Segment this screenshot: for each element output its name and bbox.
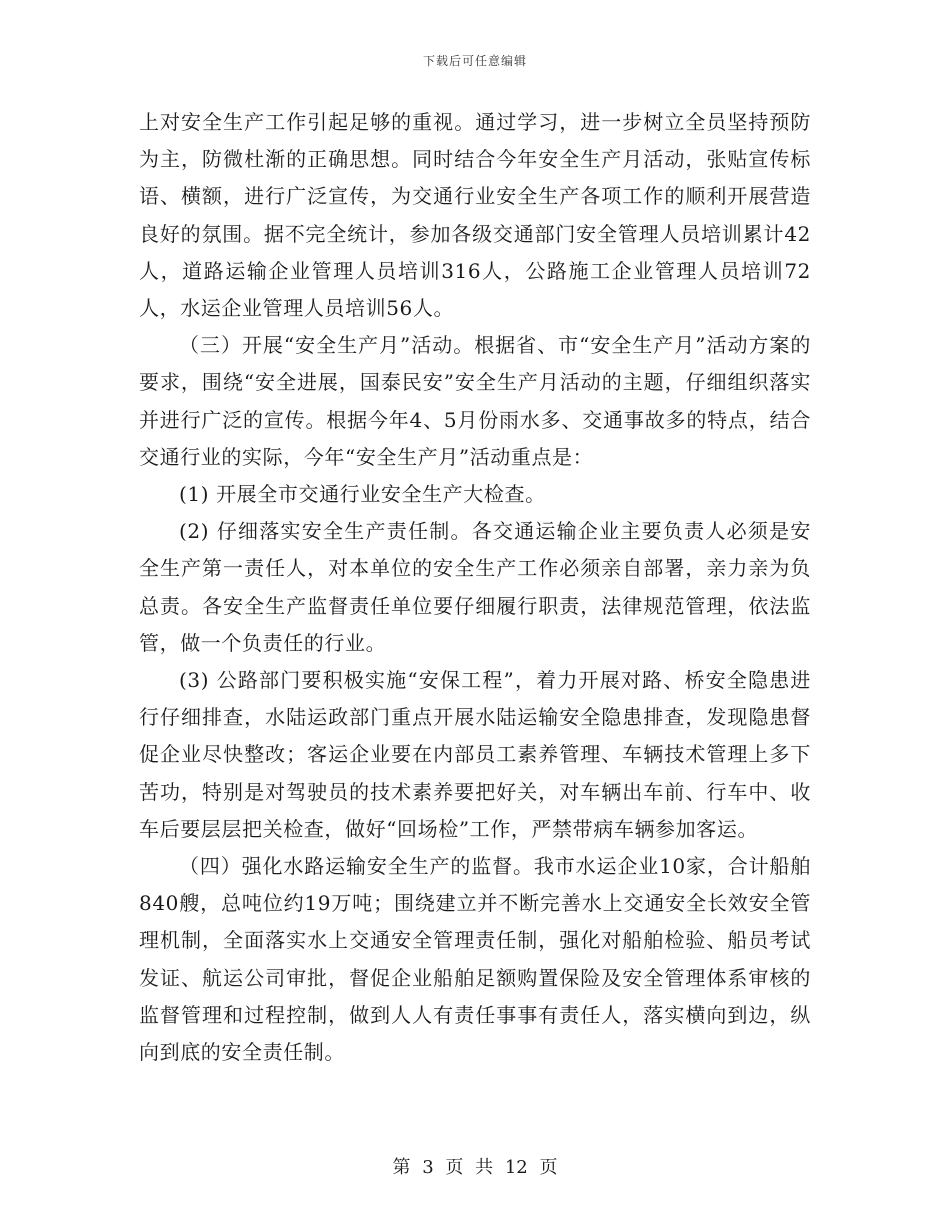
paragraph-4: (2) 仔细落实安全生产责任制。各交通运输企业主要负责人必须是安全生产第一责任人，对本单位的安全生产工作必须亲自部署，亲力亲为负总责。各安全生产监督责任单位要仔细履行职责，法律规范管理，依法监管，做一个负责任的行业。 [139, 519, 811, 655]
document-body [139, 104, 811, 1071]
page-number: 第 3 页 共 12 页 [392, 1157, 558, 1178]
paragraph-3: (1) 开展全市交通行业安全生产大检查。 [179, 482, 546, 507]
paragraph-1: 上对安全生产工作引起足够的重视。通过学习，进一步树立全员坚持预防为主，防微杜渐的正确思想。同时结合今年安全生产月活动，张贴宣传标语、横额，进行广泛宣传，为交通行业安全生产各项工作的顺利开展营造良好的氛围。据不完全统计，参加各级交通部门安全管理人员培训累计42人，道路运输企业管理人员培训316人，公路施工企业管理人员培训72人，水运企业管理人员培训56人。 [139, 110, 811, 321]
paragraph-2: （三）开展“安全生产月”活动。根据省、市“安全生产月”活动方案的要求，围绕“安全进展，国泰民安”安全生产月活动的主题，仔细组织落实并进行广泛的宣传。根据今年4、5月份雨水多、交通事故多的特点，结合交通行业的实际，今年“安全生产月”活动重点是： [139, 333, 811, 469]
paragraph-5: (3) 公路部门要积极实施“安保工程”，着力开展对路、桥安全隐患进行仔细排查，水陆运政部门重点开展水陆运输安全隐患排查，发现隐患督促企业尽快整改；客运企业要在内部员工素养管理、车辆技术管理上多下苦功，特别是对驾驶员的技术素养要把好关，对车辆出车前、行车中、收车后要层层把关检查，做好“回场检”工作，严禁带病车辆参加客运。 [139, 668, 811, 841]
paragraph-6: （四）强化水路运输安全生产的监督。我市水运企业10家，合计船舶840艘，总吨位约19万吨；围绕建立并不断完善水上交通安全长效安全管理机制，全面落实水上交通安全管理责任制，强化对船舶检验、船员考试发证、航运公司审批，督促企业船舶足额购置保险及安全管理体系审核的监督管理和过程控制，做到人人有责任事事有责任人，落实横向到边，纵向到底的安全责任制。 [139, 854, 811, 1065]
page-header-note: 下载后可任意编辑 [422, 54, 527, 68]
